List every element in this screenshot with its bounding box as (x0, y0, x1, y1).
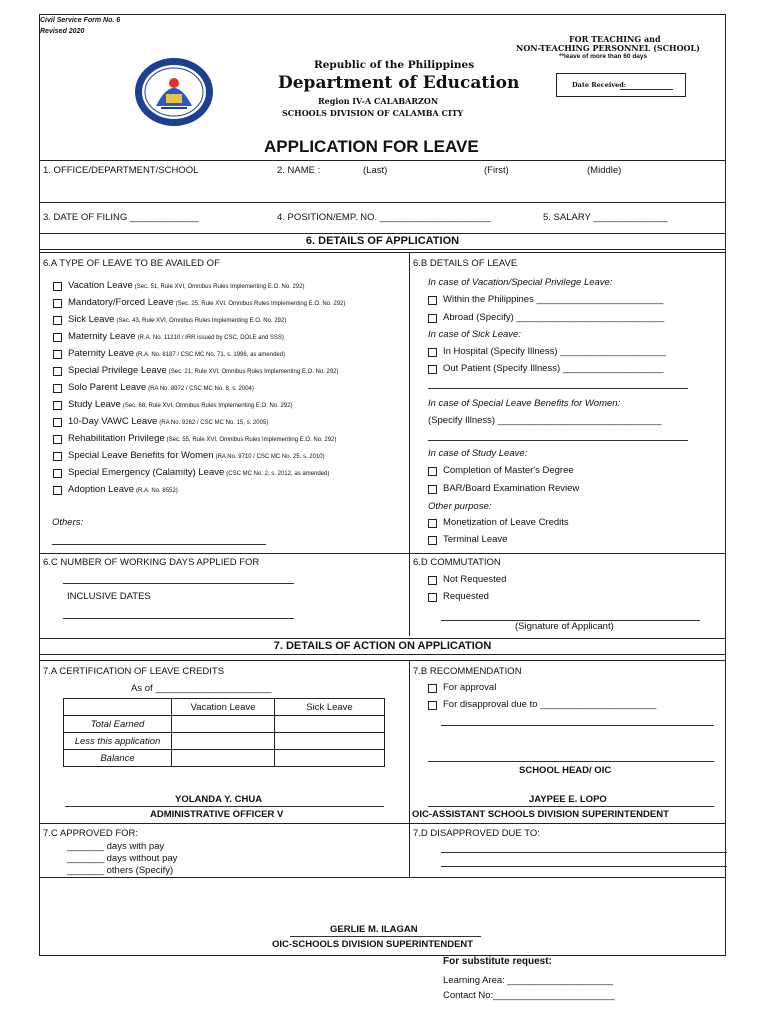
recommender-signature-line (428, 806, 714, 807)
leave-type-checkbox[interactable] (53, 469, 62, 478)
leave-type-label: Special Leave Benefits for Women (68, 450, 214, 461)
other-purpose-heading: Other purpose: (428, 501, 492, 512)
table-header-vacation: Vacation Leave (172, 699, 275, 716)
region-heading: Region IV-A CALABARZON (318, 96, 439, 106)
column-divider (409, 660, 410, 877)
within-philippines-checkbox[interactable] (428, 296, 437, 305)
contact-no-field[interactable]: Contact No:_______________________ (443, 990, 615, 1001)
leave-type-item (68, 433, 336, 444)
leave-type-item (68, 365, 339, 376)
divider (39, 660, 726, 661)
leave-type-checkbox[interactable] (53, 316, 62, 325)
leave-type-reference: (Sec. 21, Rule XVI, Omnibus Rules Implementing E.O. No. 292) (168, 369, 339, 375)
substitute-heading: For substitute request: (443, 956, 552, 967)
leave-type-item (68, 467, 329, 478)
date-received-line (620, 89, 673, 90)
leave-type-reference: (R.A. No. 11210 / IRR issued by CSC, DOLE and SSS) (137, 335, 284, 341)
form-revised: Revised 2020 (40, 28, 85, 35)
leave-type-label: Special Privilege Leave (68, 365, 167, 376)
requested-label: Requested (443, 591, 489, 602)
as-of-field[interactable]: As of ______________________ (131, 683, 272, 694)
table-cell[interactable] (172, 750, 275, 767)
form-title: APPLICATION FOR LEAVE (264, 137, 479, 156)
leave-credits-table (63, 698, 385, 767)
leave-type-label: Vacation Leave (68, 280, 133, 291)
leave-type-checkbox[interactable] (53, 367, 62, 376)
leave-type-item (68, 297, 345, 308)
certifier-signature-line (65, 806, 384, 807)
office-label: 1. OFFICE/DEPARTMENT/SCHOOL (43, 165, 199, 176)
not-requested-checkbox[interactable] (428, 576, 437, 585)
leave-type-reference: (Sec. 25, Rule XVI, Omnibus Rules Implementing E.O. No. 292) (175, 301, 346, 307)
leave-type-item (68, 416, 268, 427)
divider (39, 877, 726, 878)
abroad-label: Abroad (Specify) ____________________________ (443, 312, 665, 323)
leave-type-checkbox[interactable] (53, 384, 62, 393)
leave-type-label: Mandatory/Forced Leave (68, 297, 174, 308)
leave-type-checkbox[interactable] (53, 350, 62, 359)
for-teaching-label: FOR TEACHING and (569, 34, 661, 44)
bar-review-checkbox[interactable] (428, 485, 437, 494)
disapproved-reason-line-1[interactable] (441, 852, 727, 853)
learning-area-field[interactable]: Learning Area: ____________________ (443, 975, 614, 986)
recommender-title: OIC-ASSISTANT SCHOOLS DIVISION SUPERINTENDENT (412, 809, 669, 820)
leave-type-reference: (Sec. 68, Rule XVI, Omnibus Rules Implementing E.O. No. 292) (122, 403, 293, 409)
salary-field[interactable]: 5. SALARY ______________ (543, 212, 668, 223)
in-hospital-label: In Hospital (Specify Illness) ____________________ (443, 346, 666, 357)
inclusive-dates-label: INCLUSIVE DATES (67, 591, 151, 602)
superintendent-name: GERLIE M. ILAGAN (330, 924, 418, 935)
leave-type-reference: (CSC MC No. 2, s. 2012, as amended) (226, 471, 330, 477)
superintendent-title: OIC-SCHOOLS DIVISION SUPERINTENDENT (272, 939, 474, 950)
table-cell[interactable] (275, 733, 385, 750)
leave-type-reference: (Sec. 43, Rule XVI, Omnibus Rules Implementing E.O. No. 292) (116, 318, 287, 324)
leave-type-item (68, 450, 325, 461)
section-6-title: 6. DETAILS OF APPLICATION (39, 233, 726, 250)
women-heading: In case of Special Leave Benefits for Women: (428, 398, 621, 409)
women-illness-line[interactable] (428, 440, 688, 441)
school-head-label: SCHOOL HEAD/ OIC (519, 765, 612, 776)
leave-type-checkbox[interactable] (53, 435, 62, 444)
department-heading: Department of Education (278, 73, 520, 93)
out-patient-label: Out Patient (Specify Illness) ___________________ (443, 363, 664, 374)
table-cell[interactable] (275, 716, 385, 733)
date-of-filing-field[interactable]: 3. DATE OF FILING _____________ (43, 212, 199, 223)
last-name-label: (Last) (363, 165, 388, 176)
non-teaching-label: NON-TEACHING PERSONNEL (SCHOOL) (516, 43, 700, 53)
section-6b-title: 6.B DETAILS OF LEAVE (413, 258, 518, 269)
date-received-label: Date Received: (572, 81, 627, 89)
leave-type-label: Adoption Leave (68, 484, 135, 495)
divider (39, 160, 726, 161)
leave-type-checkbox[interactable] (53, 418, 62, 427)
divider (39, 252, 726, 253)
leave-type-reference: (Sec. 51, Rule XVI, Omnibus Rules Implementing E.O. No. 292) (134, 284, 305, 290)
table-row-less-application: Less this application (64, 733, 172, 750)
middle-name-label: (Middle) (587, 165, 622, 176)
women-illness-field[interactable]: (Specify Illness) _______________________________ (428, 415, 662, 426)
leave-type-label: Study Leave (68, 399, 121, 410)
for-disapproval-label: For disapproval due to ______________________ (443, 699, 657, 710)
study-heading: In case of Study Leave: (428, 448, 528, 459)
divider (39, 823, 726, 824)
working-days-line[interactable] (63, 583, 294, 584)
days-without-pay-field[interactable]: _______ days without pay (67, 853, 178, 864)
section-7a-title: 7.A CERTIFICATION OF LEAVE CREDITS (43, 666, 225, 677)
leave-type-reference: (R.A. No. 8187 / CSC MC No. 71, s. 1998, as amended) (136, 352, 286, 358)
terminal-leave-checkbox[interactable] (428, 536, 437, 545)
name-label: 2. NAME : (277, 165, 321, 176)
in-hospital-checkbox[interactable] (428, 348, 437, 357)
for-disapproval-checkbox[interactable] (428, 701, 437, 710)
leave-type-label: Special Emergency (Calamity) Leave (68, 467, 225, 478)
vacation-heading: In case of Vacation/Special Privilege Leave: (428, 277, 613, 288)
leave-type-checkbox[interactable] (53, 333, 62, 342)
table-cell[interactable] (172, 733, 275, 750)
masters-degree-label: Completion of Master's Degree (443, 465, 574, 476)
certifier-name: YOLANDA Y. CHUA (175, 794, 263, 805)
bar-review-label: BAR/Board Examination Review (443, 483, 580, 494)
leave-type-checkbox[interactable] (53, 282, 62, 291)
leave-type-reference: (RA No. 9262 / CSC MC No. 15, s. 2005) (159, 420, 269, 426)
section-7b-title: 7.B RECOMMENDATION (413, 666, 522, 677)
masters-degree-checkbox[interactable] (428, 467, 437, 476)
superintendent-signature-line (290, 936, 481, 937)
inclusive-dates-line[interactable] (63, 618, 294, 619)
others-label: Others: (52, 517, 84, 528)
leave-type-label: Sick Leave (68, 314, 115, 325)
leave-type-item (68, 382, 254, 393)
certifier-title: ADMINISTRATIVE OFFICER V (150, 809, 284, 820)
leave-type-label: Paternity Leave (68, 348, 135, 359)
days-with-pay-field[interactable]: _______ days with pay (67, 841, 165, 852)
position-field[interactable]: 4. POSITION/EMP. NO. _____________________ (277, 212, 491, 223)
leave-type-checkbox[interactable] (53, 486, 62, 495)
division-heading: SCHOOLS DIVISION OF CALAMBA CITY (282, 108, 464, 118)
divider (39, 553, 726, 554)
leave-type-label: Maternity Leave (68, 331, 136, 342)
leave-type-label: 10-Day VAWC Leave (68, 416, 158, 427)
table-cell[interactable] (172, 716, 275, 733)
within-philippines-label: Within the Philippines ________________________ (443, 294, 664, 305)
sick-heading: In case of Sick Leave: (428, 329, 521, 340)
form-number: Civil Service Form No. 6 (40, 17, 121, 24)
first-name-label: (First) (484, 165, 509, 176)
terminal-leave-label: Terminal Leave (443, 534, 508, 545)
monetization-label: Monetization of Leave Credits (443, 517, 569, 528)
section-7c-title: 7.C APPROVED FOR: (43, 828, 139, 839)
disapproved-reason-line-2[interactable] (441, 866, 727, 867)
table-header-cell (64, 699, 172, 716)
section-6d-title: 6.D COMMUTATION (413, 557, 501, 568)
section-7-title: 7. DETAILS OF ACTION ON APPLICATION (39, 638, 726, 655)
leave-type-checkbox[interactable] (53, 299, 62, 308)
section-7d-title: 7.D DISAPPROVED DUE TO: (413, 828, 540, 839)
leave-type-item (68, 399, 293, 410)
requested-checkbox[interactable] (428, 593, 437, 602)
leave-type-label: Solo Parent Leave (68, 382, 147, 393)
school-head-signature-line (428, 761, 714, 762)
abroad-checkbox[interactable] (428, 314, 437, 323)
leave-type-reference: (RA No. 8972 / CSC MC No. 8, s. 2004) (148, 386, 254, 392)
for-approval-label: For approval (443, 682, 497, 693)
deped-seal-icon (133, 56, 215, 133)
monetization-checkbox[interactable] (428, 519, 437, 528)
section-6a-title: 6.A TYPE OF LEAVE TO BE AVAILED OF (43, 258, 220, 269)
leave-type-reference: (RA No. 9710 / CSC MC No. 25, s. 2010) (215, 454, 325, 460)
leave-type-checkbox[interactable] (53, 401, 62, 410)
leave-type-item (68, 331, 284, 342)
recommender-name: JAYPEE E. LOPO (529, 794, 607, 805)
disapproval-reason-line[interactable] (441, 725, 714, 726)
table-cell[interactable] (275, 750, 385, 767)
signature-label: (Signature of Applicant) (515, 621, 614, 632)
sick-illness-line[interactable] (428, 388, 688, 389)
republic-heading: Republic of the Philippines (314, 59, 475, 71)
leave-type-item (68, 314, 286, 325)
leave-type-reference: (R.A. No. 8552) (136, 488, 178, 494)
table-header-sick: Sick Leave (275, 699, 385, 716)
table-row-total-earned: Total Earned (64, 716, 172, 733)
leave-type-item (68, 280, 305, 291)
leave-type-item (68, 348, 285, 359)
divider (39, 202, 726, 203)
date-received-box (556, 73, 686, 97)
out-patient-checkbox[interactable] (428, 365, 437, 374)
leave-type-item (68, 484, 178, 495)
not-requested-label: Not Requested (443, 574, 507, 585)
leave-type-label: Rehabilitation Privilege (68, 433, 165, 444)
for-approval-checkbox[interactable] (428, 684, 437, 693)
others-specify-field[interactable]: _______ others (Specify) (67, 865, 174, 876)
leave-note: **leave of more than 60 days (559, 53, 648, 60)
leave-type-reference: (Sec. 55, Rule XVI, Omnibus Rules Implementing E.O. No. 292) (166, 437, 337, 443)
section-6c-title: 6.C NUMBER OF WORKING DAYS APPLIED FOR (43, 557, 260, 568)
leave-type-checkbox[interactable] (53, 452, 62, 461)
column-divider (409, 252, 410, 636)
table-row-balance: Balance (64, 750, 172, 767)
others-line[interactable] (52, 544, 266, 545)
